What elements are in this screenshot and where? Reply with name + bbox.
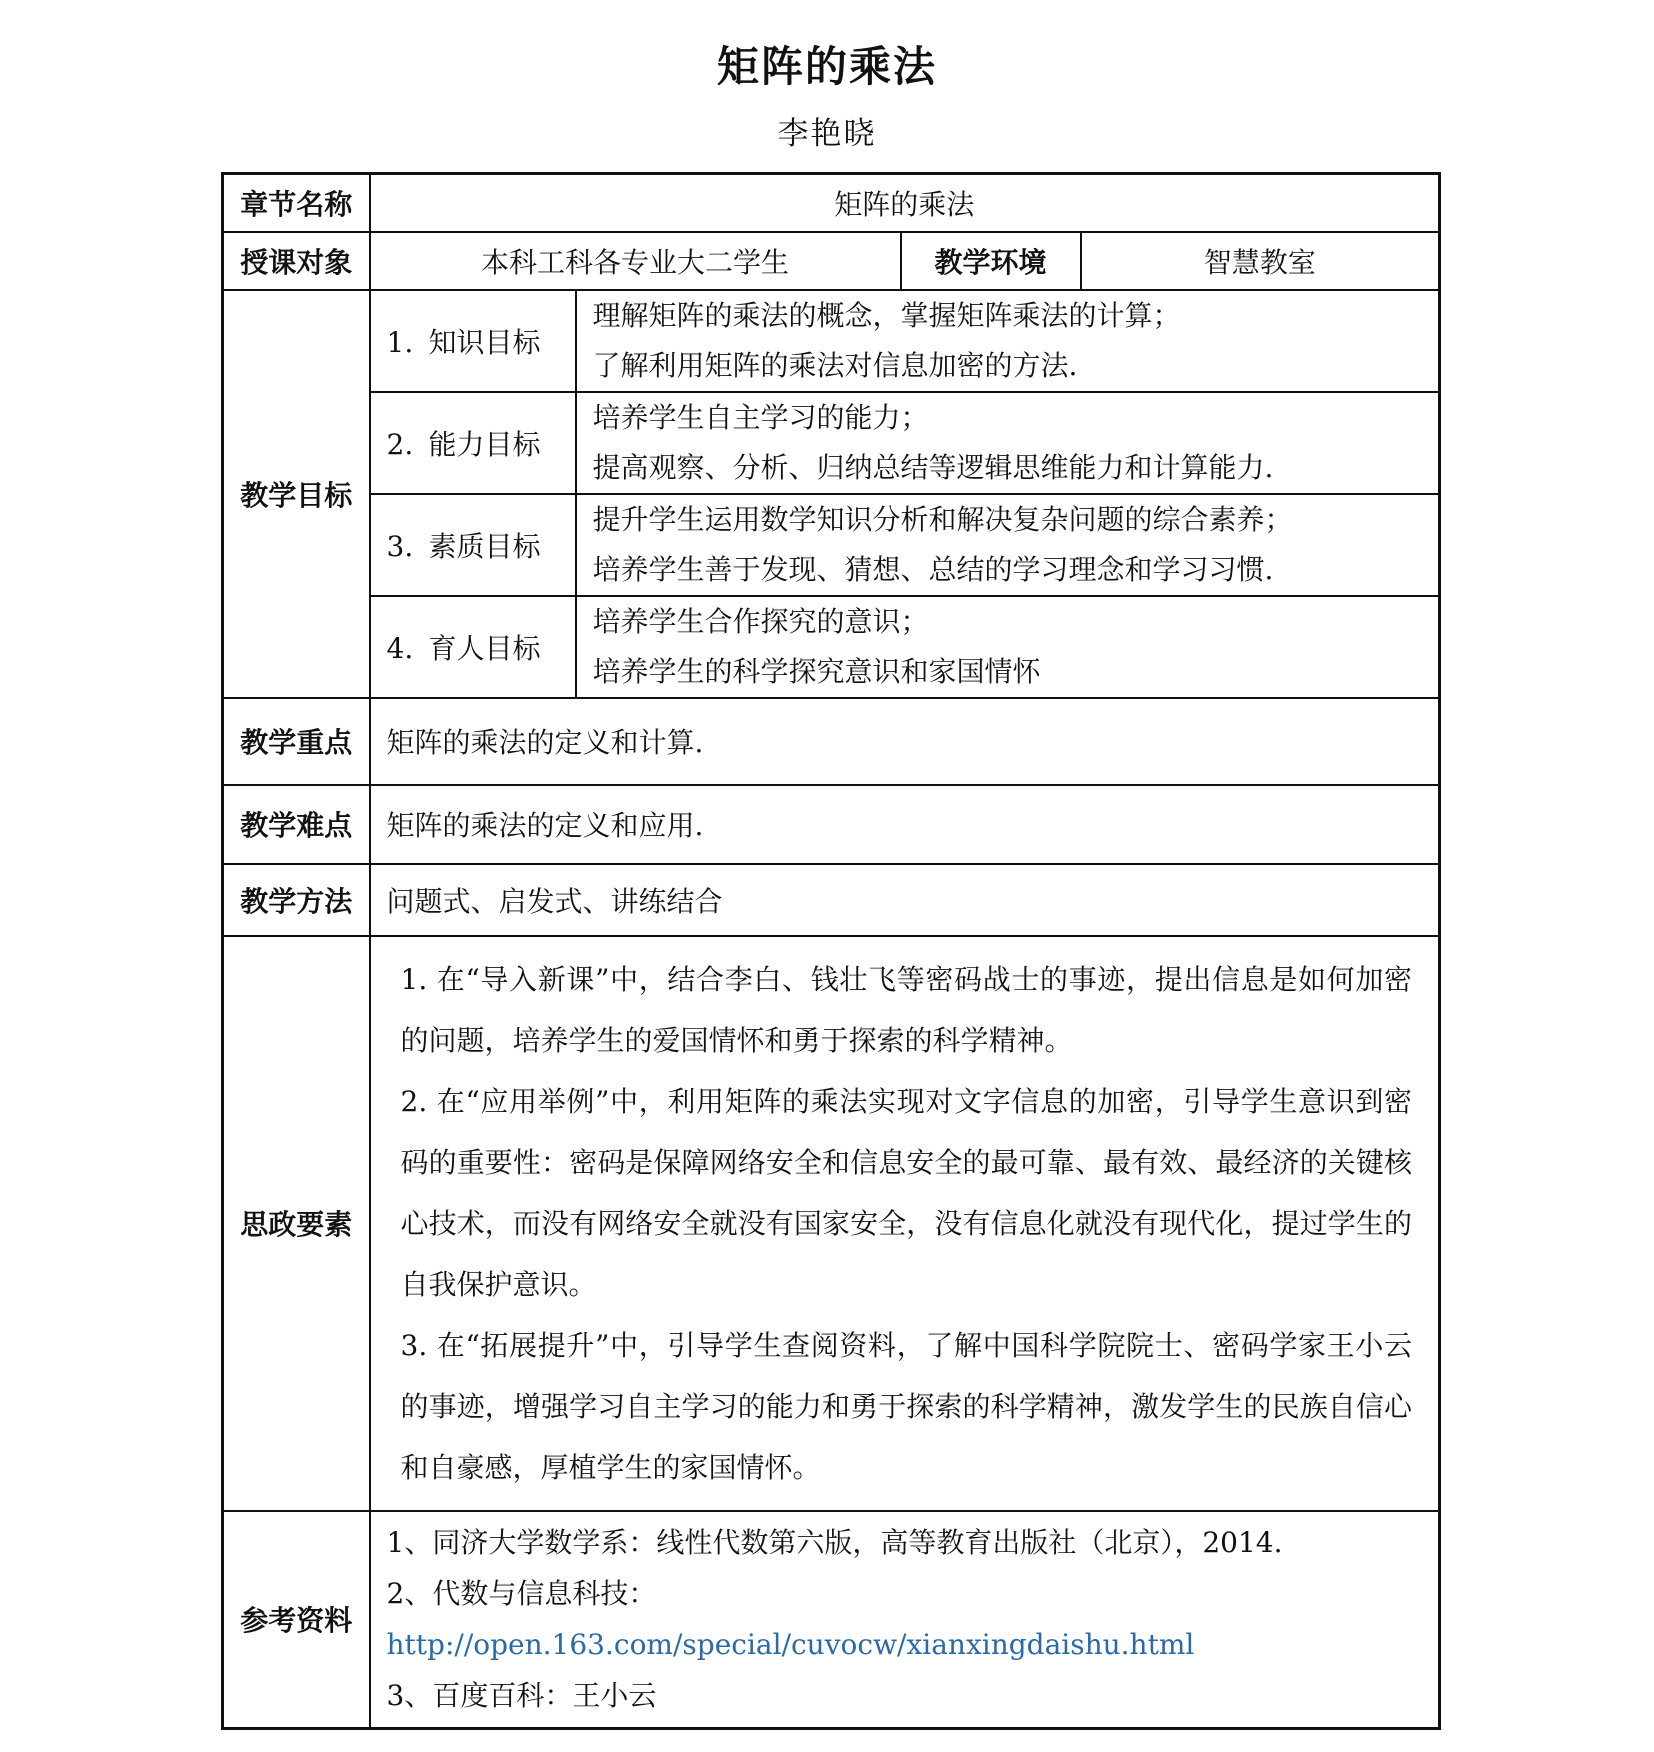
row-goal-4 xyxy=(223,596,1440,698)
goal-line: 提升学生运用数学知识分析和解决复杂问题的综合素养； xyxy=(592,502,1293,536)
goal-line: 培养学生善于发现、猜想、总结的学习理念和学习习惯. xyxy=(592,552,1274,586)
ideology-paragraph: 1. 在“导入新课”中，结合李白、钱壮飞等密码战士的事迹，提出信息是如何加密的问题，培养学生的爱国情怀和勇于探索的科学精神。 xyxy=(400,962,1413,1057)
ideology-paragraph: 3. 在“拓展提升”中，引导学生查阅资料，了解中国科学院院士、密码学家王小云的事迹，增强学习自主学习的能力和勇于探索的科学精神，激发学生的民族自信心和自豪感，厚植学生的家国情怀。 xyxy=(400,1328,1413,1484)
goal-number: 4. xyxy=(386,631,414,665)
audience-value: 本科工科各专业大二学生 xyxy=(370,232,901,290)
goals-label: 教学目标 xyxy=(223,290,370,698)
row-goal-1 xyxy=(223,290,1440,392)
goal-line: 提高观察、分析、归纳总结等逻辑思维能力和计算能力. xyxy=(592,450,1274,484)
difficulty-label: 教学难点 xyxy=(223,785,370,864)
author-name: 李艳晓 xyxy=(777,116,877,152)
page-title: 矩阵的乘法 xyxy=(716,42,937,91)
row-key-point xyxy=(223,698,1440,785)
goal-number: 1. xyxy=(386,325,414,359)
ideology-label: 思政要素 xyxy=(223,936,370,1511)
audience-label: 授课对象 xyxy=(223,232,370,290)
goal-title: 知识目标 xyxy=(428,325,541,359)
row-chapter xyxy=(223,174,1440,232)
goal-description xyxy=(576,596,1440,698)
goal-line: 培养学生合作探究的意识； xyxy=(592,604,929,638)
row-goal-2 xyxy=(223,392,1440,494)
goal-number: 3. xyxy=(386,529,414,563)
ref-item-prefix: 2、代数与信息科技： xyxy=(386,1577,657,1611)
goal-name xyxy=(370,290,576,392)
key-value: 矩阵的乘法的定义和计算. xyxy=(370,698,1440,785)
chapter-label: 章节名称 xyxy=(223,174,370,232)
ref-item xyxy=(387,1568,1439,1670)
lesson-plan-table xyxy=(221,172,1441,1730)
ideology-content xyxy=(370,936,1440,1511)
ref-label: 参考资料 xyxy=(223,1511,370,1729)
ref-item: 1、同济大学数学系：线性代数第六版，高等教育出版社（北京），2014. xyxy=(386,1526,1283,1560)
goal-line: 理解矩阵的乘法的概念，掌握矩阵乘法的计算； xyxy=(592,298,1181,332)
difficulty-value: 矩阵的乘法的定义和应用. xyxy=(370,785,1440,864)
goal-number: 2. xyxy=(386,427,414,461)
ref-link[interactable]: http://open.163.com/special/cuvocw/xianxingdaishu.html xyxy=(386,1628,1195,1662)
method-value: 问题式、启发式、讲练结合 xyxy=(370,864,1440,936)
ideology-paragraph: 2. 在“应用举例”中，利用矩阵的乘法实现对文字信息的加密，引导学生意识到密码的重要性：密码是保障网络安全和信息安全的最可靠、最有效、最经济的关键核心技术，而没有网络安全就没有国家安全，没有信息化就没有现代化，提过学生的自我保护意识。 xyxy=(400,1084,1413,1301)
chapter-value: 矩阵的乘法 xyxy=(370,174,1440,232)
row-ideology xyxy=(223,936,1440,1511)
key-label: 教学重点 xyxy=(223,698,370,785)
goal-description xyxy=(576,392,1440,494)
ref-item: 3、百度百科：王小云 xyxy=(386,1679,657,1713)
goal-name xyxy=(370,494,576,596)
row-audience xyxy=(223,232,1440,290)
goal-description xyxy=(576,290,1440,392)
row-references xyxy=(223,1511,1440,1729)
goal-title: 能力目标 xyxy=(428,427,541,461)
goal-title: 素质目标 xyxy=(428,529,541,563)
ref-list xyxy=(370,1511,1440,1729)
row-method xyxy=(223,864,1440,936)
goal-description xyxy=(576,494,1440,596)
goal-title: 育人目标 xyxy=(428,631,541,665)
goal-line: 培养学生自主学习的能力； xyxy=(592,400,929,434)
row-difficulty xyxy=(223,785,1440,864)
goal-name xyxy=(370,596,576,698)
goal-name xyxy=(370,392,576,494)
goal-line: 培养学生的科学探究意识和家国情怀 xyxy=(592,654,1041,688)
method-label: 教学方法 xyxy=(223,864,370,936)
env-value: 智慧教室 xyxy=(1081,232,1440,290)
row-goal-3 xyxy=(223,494,1440,596)
goal-line: 了解利用矩阵的乘法对信息加密的方法. xyxy=(592,348,1078,382)
env-label: 教学环境 xyxy=(901,232,1081,290)
